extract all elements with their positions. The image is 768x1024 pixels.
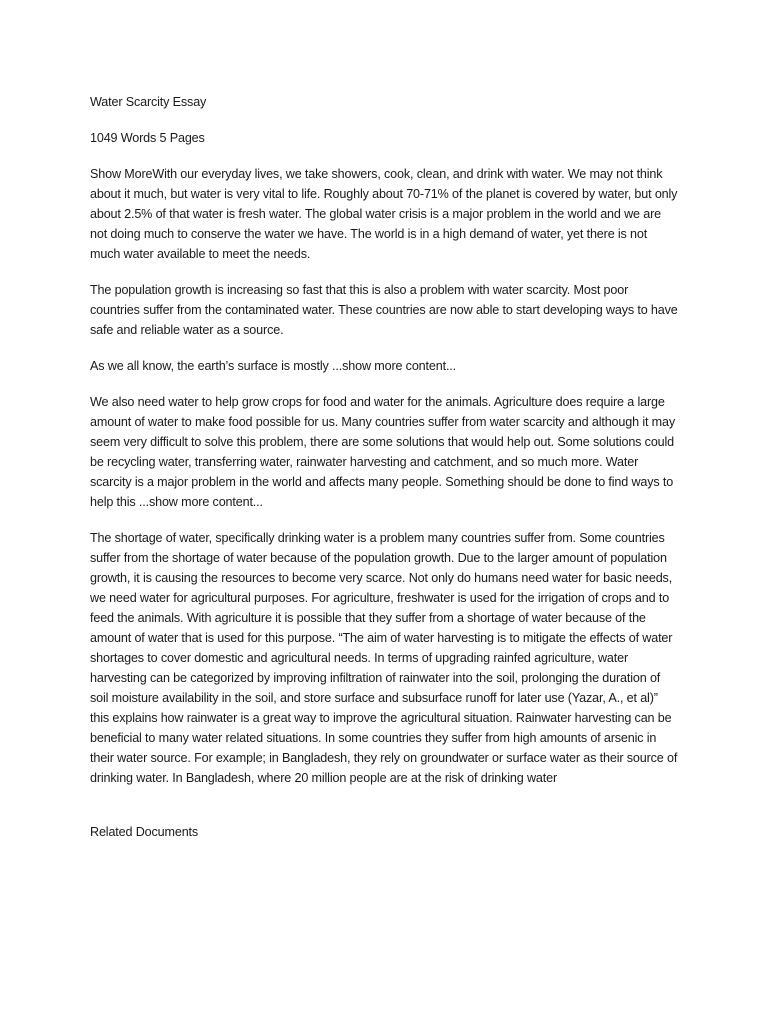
document-title: Water Scarcity Essay: [90, 95, 207, 109]
paragraph-4[interactable]: We also need water to help grow crops for food and water for the animals. Agriculture does require a large amount of water to make food possible for us. Many countries suffer from water scarcity and although it may seem very difficult to solve this problem, there are some solutions that would help out. Some solutions could be recycling water, transferring water, rainwater harvesting and catchment, and so much more. Water scarcity is a major problem in the world and affects many people. Something should be done to find ways to help this ...show more content...: [90, 395, 676, 509]
paragraph-3[interactable]: As we all know, the earth’s surface is mostly ...show more content...: [90, 359, 456, 373]
related-documents-heading: Related Documents: [90, 825, 199, 839]
document-meta: 1049 Words 5 Pages: [90, 131, 205, 145]
paragraph-5: The shortage of water, specifically drinking water is a problem many countries suffer from. Some countries suffer from the shortage of water because of the population growth. Due to the larger amount of population growth, it is causing the resources to become very scarce. Not only do humans need water for basic needs, we need water for agricultural purposes. For agriculture, freshwater is used for the irrigation of crops and to feed the animals. With agriculture it is possible that they suffer from a shortage of water because of the amount of water that is used for this purpose. “The aim of water harvesting is to mitigate the effects of water shortages to cover domestic and agricultural needs. In terms of upgrading rainfed agriculture, water harvesting can be categorized by improving infiltration of rainwater into the soil, prolonging the duration of soil moisture availability in the soil, and store surface and subsurface runoff for later use (Yazar, A., et al)” this explains how rainwater is a great way to improve the agricultural situation. Rainwater harvesting can be beneficial to many water related situations. In some countries they suffer from high amounts of arsenic in their water source. For example; in Bangladesh, they rely on groundwater or surface water as their source of drinking water. In Bangladesh, where 20 million people are at the risk of drinking water: [90, 531, 678, 785]
paragraph-2: The population growth is increasing so fast that this is also a problem with water scarcity. Most poor countries suffer from the contaminated water. These countries are now able to start developing ways to have safe and reliable water as a source.: [90, 283, 678, 337]
document-page: [90, 92, 680, 842]
paragraph-1: Show MoreWith our everyday lives, we take showers, cook, clean, and drink with water. We may not think about it much, but water is very vital to life. Roughly about 70-71% of the planet is covered by water, but only about 2.5% of that water is fresh water. The global water crisis is a major problem in the world and we are not doing much to conserve the water we have. The world is in a high demand of water, yet there is not much water available to meet the needs.: [90, 167, 678, 261]
